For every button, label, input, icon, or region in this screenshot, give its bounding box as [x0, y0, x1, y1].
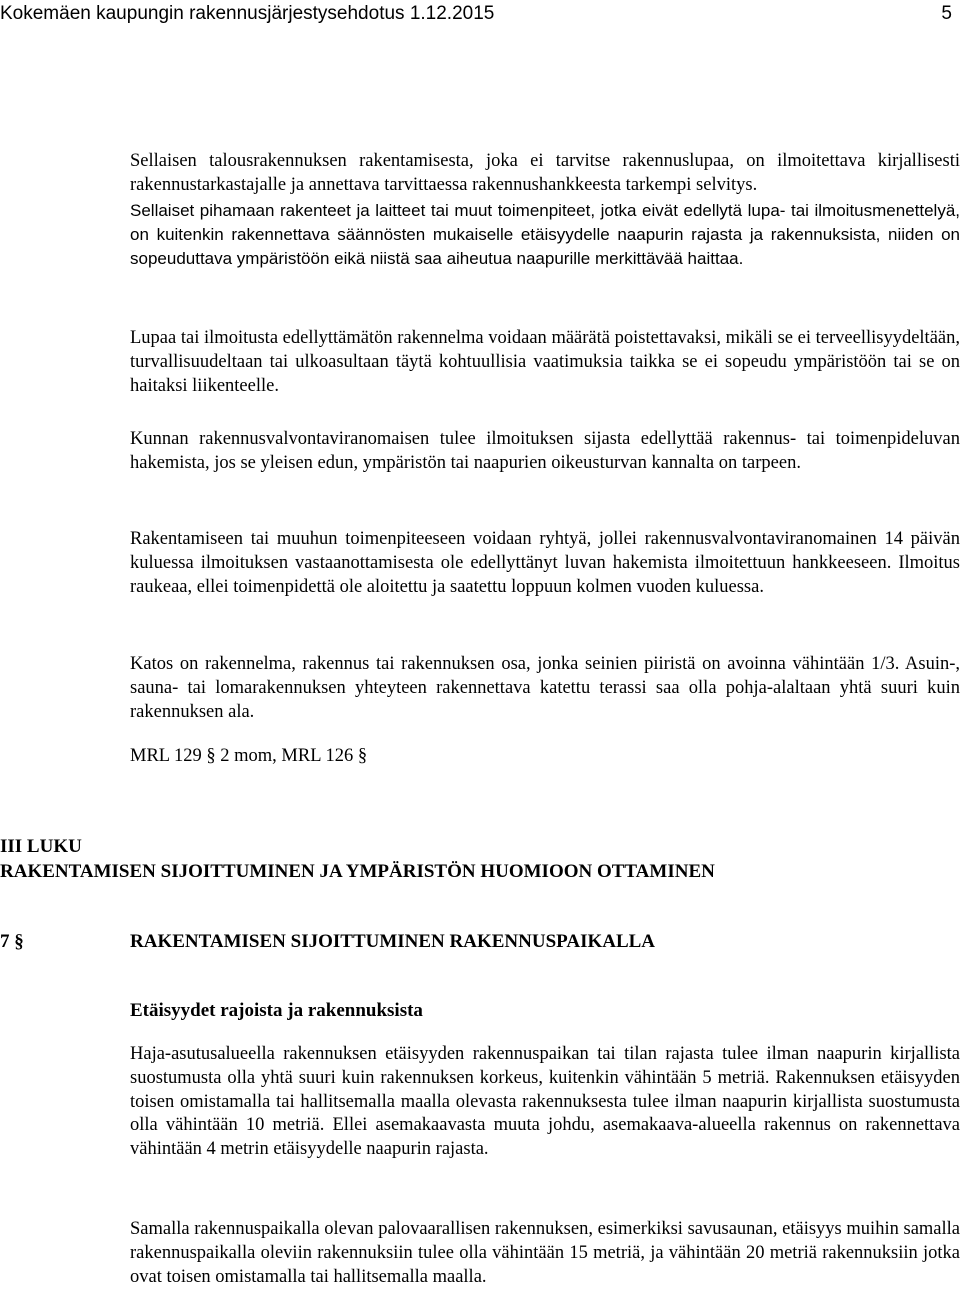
section-number: 7 § [0, 931, 24, 952]
section-title: RAKENTAMISEN SIJOITTUMINEN RAKENNUSPAIKALLA [130, 931, 656, 952]
paragraph-luvan-hakeminen: Kunnan rakennusvalvontaviranomaisen tulee ilmoituksen sijasta edellyttää rakennus- tai toimenpideluvan hakemista, jos se yleisen edun, ympäristön tai naapurien oikeusturvan kannalta on tarpeen. [130, 429, 960, 473]
paragraph-toimenpiteeseen-ryhtyminen: Rakentamiseen tai muuhun toimenpiteeseen voidaan ryhtyä, jollei rakennusvalvontaviranomainen 14 päivän kuluessa ilmoituksen vastaanottamisesta ole edellyttänyt luvan hakemista ilmoitettuun hankkeeseen. Ilmoitus raukeaa, ellei toimenpidettä ole aloitettu ja saatettu loppuun kolmen vuoden kuluessa. [130, 529, 960, 597]
paragraph-katos: Katos on rakennelma, rakennus tai rakennuksen osa, jonka seinien piiristä on avoinna vähintään 1/3. Asuin-, sauna- tai lomarakennuksen yhteyteen rakennettava katettu terassi saa olla pohja-alaltaan yhtä suuri kuin rakennuksen ala. [130, 654, 960, 722]
paragraph-rakennelman-poisto: Lupaa tai ilmoitusta edellyttämätön rakennelma voidaan määrätä poistettavaksi, mikäli se ei terveellisyydeltään, turvallisuudeltaan tai ulkoasultaan täytä kohtuullisia vaatimuksia taikka se ei sopeudu ympäristöön tai se on haitaksi liikenteelle. [130, 328, 960, 396]
subsection-title: Etäisyydet rajoista ja rakennuksista [130, 1000, 423, 1021]
document-title: Kokemäen kaupungin rakennusjärjestysehdotus 1.12.2015 [0, 3, 495, 24]
page-number: 5 [941, 3, 952, 24]
paragraph-haja-asutusalue: Haja-asutusalueella rakennuksen etäisyyden rakennuspaikan tai tilan rajasta tulee ilman naapurin kirjallista suostumusta olla yhtä suuri kuin rakennuksen korkeus, kuitenkin vähintään 5 metriä. Rakennuksen etäisyyden toisen omistamalla tai hallitsemalla maalla olevasta rakennuksesta tulee ilman naapurin kirjallista suostumusta olla vähintään 10 metriä. Ellei asemakaavasta muuta johdu, asemakaava-alueella rakennus on rakennettava vähintään 4 metrin etäisyydelle naapurin rajasta. [130, 1044, 960, 1160]
chapter-title: RAKENTAMISEN SIJOITTUMINEN JA YMPÄRISTÖN HUOMIOON OTTAMINEN [0, 861, 715, 882]
paragraph-palovaarallinen-rakennus: Samalla rakennuspaikalla olevan palovaarallisen rakennuksen, esimerkiksi savusaunan, etäisyys muihin samalla rakennuspaikalla oleviin rakennuksiin tulee olla vähintään 15 metriä, ja vähintään 20 metriä rakennuksiin jotka ovat toisen omistamalla tai hallitsemalla maalla. [130, 1219, 960, 1287]
paragraph-pihamaan-rakenteet: Sellaiset pihamaan rakenteet ja laitteet tai muut toimenpiteet, jotka eivät edellytä lupa- tai ilmoitusmenettelyä, on kuitenkin rakennettava säännösten mukaiselle etäisyydelle naapurin rajasta ja rakennuksista, niiden on sopeuduttava ympäristöön eikä niistä saa aiheutua naapurille merkittävää haittaa. [130, 201, 960, 268]
page-header [0, 2, 952, 26]
chapter-number: III LUKU [0, 836, 82, 857]
paragraph-talousrakennus: Sellaisen talousrakennuksen rakentamisesta, joka ei tarvitse rakennuslupaa, on ilmoitettava kirjallisesti rakennustarkastajalle ja annettava tarvittaessa rakennushankkeesta tarkempi selvitys. [130, 151, 960, 195]
legal-reference: MRL 129 § 2 mom, MRL 126 § [130, 746, 368, 766]
